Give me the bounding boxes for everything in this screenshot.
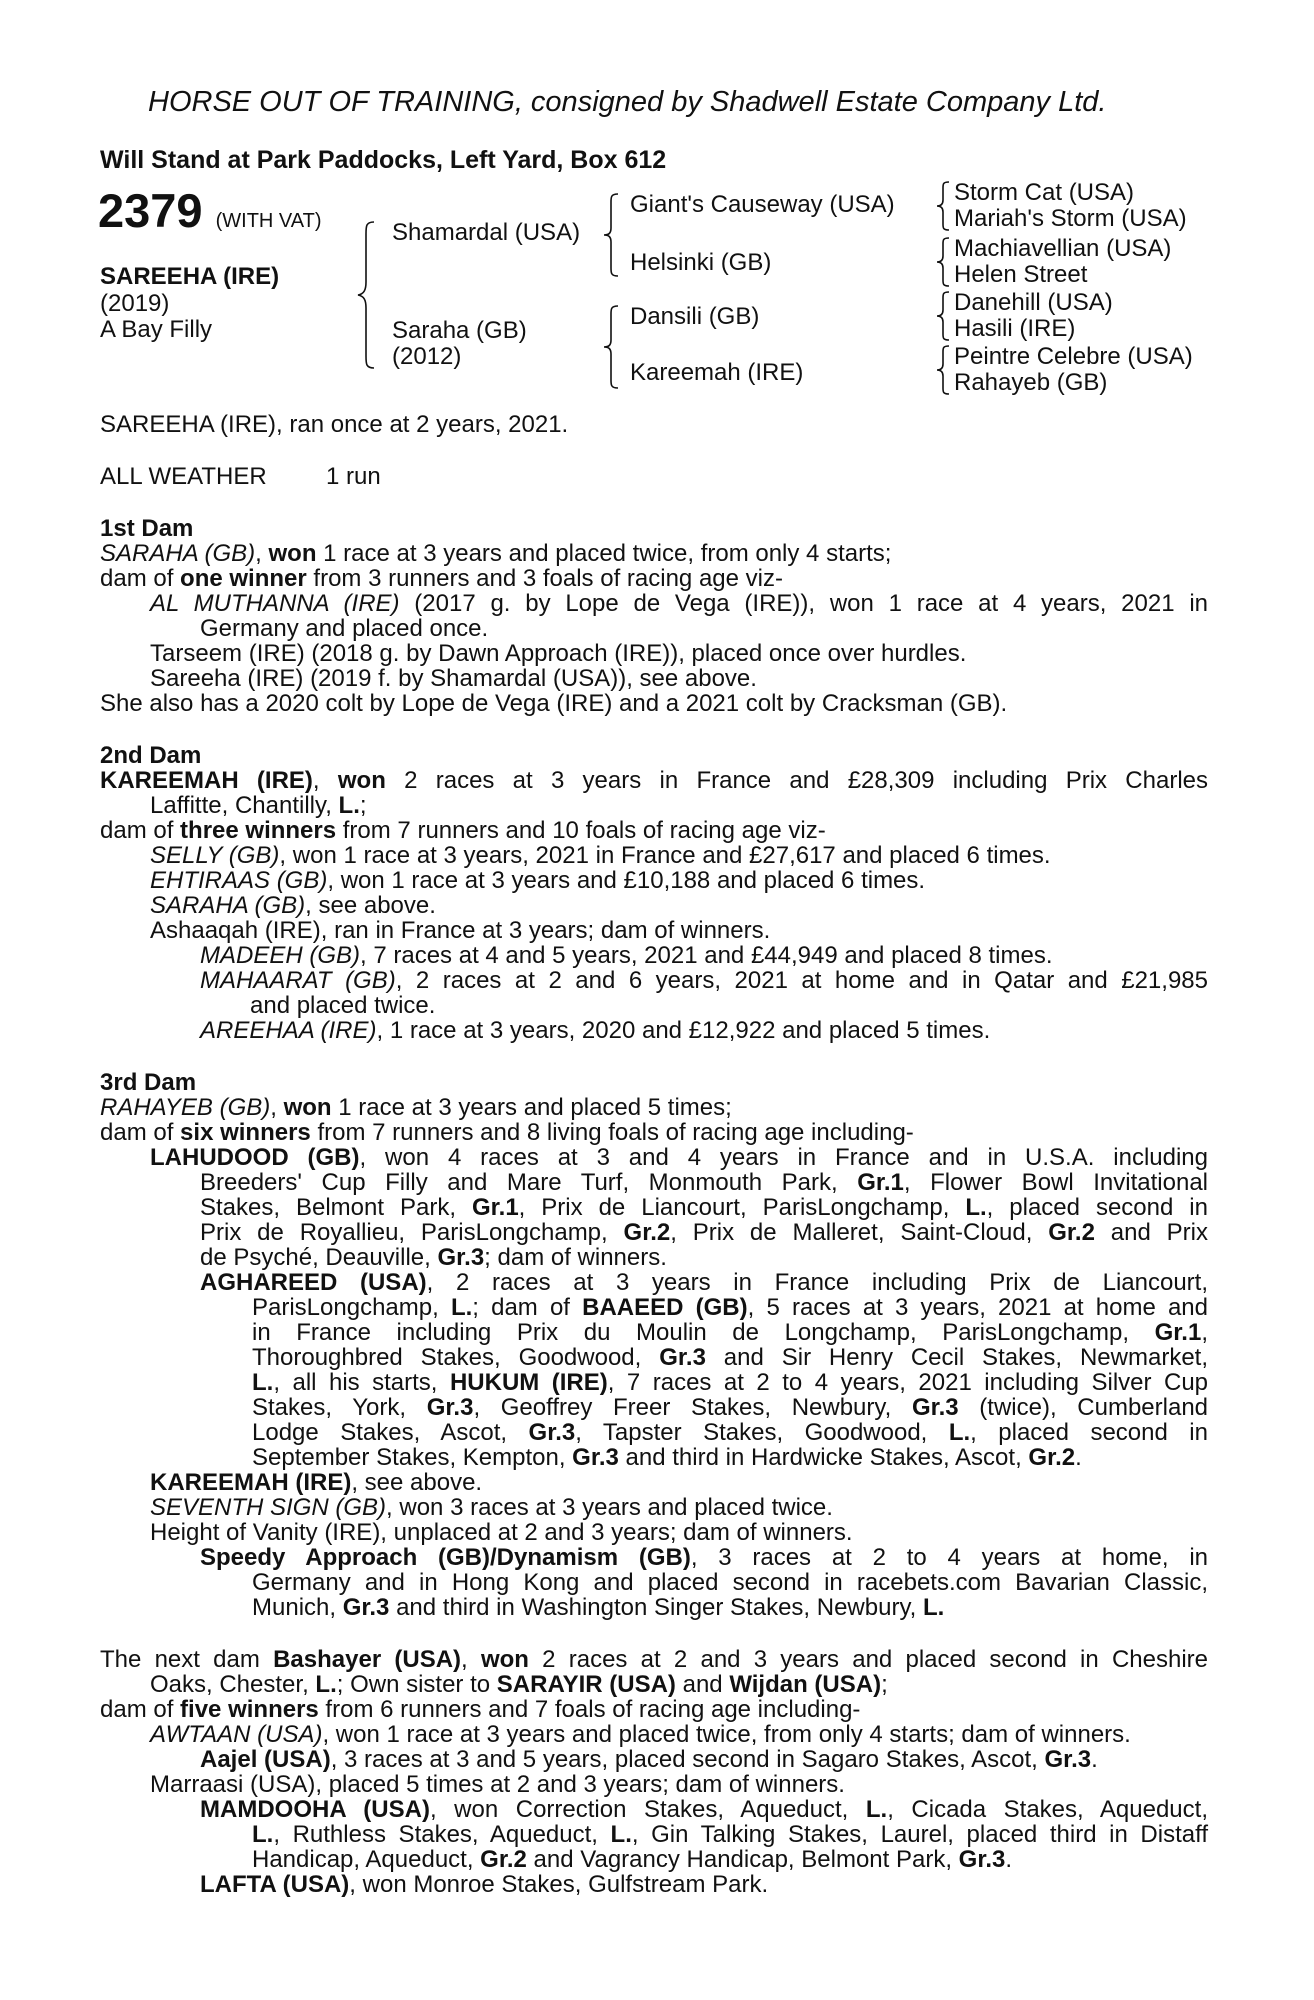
pedigree-brace-g4-3 [937, 290, 953, 342]
lot-number [98, 186, 322, 246]
stand-location: Will Stand at Park Paddocks, Left Yard, Box 612 [100, 146, 667, 174]
dam2-line: Ashaaqah (IRE), ran in France at 3 years; dam of winners. [150, 917, 771, 944]
pedigree-sire-dam: Helsinki (GB) [630, 249, 772, 276]
all-weather-label: ALL WEATHER [100, 463, 267, 490]
dam1-line: SARAHA (GB), won 1 race at 3 years and placed twice, from only 4 starts; [100, 540, 892, 567]
lot-number-value: 2379 [98, 184, 203, 237]
dam2-line: and placed twice. [250, 992, 436, 1019]
dam3-line: Height of Vanity (IRE), unplaced at 2 and 3 years; dam of winners. [150, 1519, 853, 1546]
dam3-line: Thoroughbred Stakes, Goodwood, Gr.3 and Sir Henry Cecil Stakes, Newmarket, [252, 1344, 1209, 1371]
pedigree-brace-main [360, 220, 380, 370]
dam2-line: EHTIRAAS (GB), won 1 race at 3 years and £10,188 and placed 6 times. [150, 867, 926, 894]
pedigree-gen4-2: Mariah's Storm (USA) [954, 205, 1187, 232]
horse-name: SAREEHA (IRE) [100, 263, 280, 290]
pedigree-brace-g4-1 [937, 180, 953, 232]
pedigree-gen4-5: Danehill (USA) [954, 289, 1113, 316]
dam2-line: MAHAARAT (GB), 2 races at 2 and 6 years, 2021 at home and in Qatar and £21,985 [200, 967, 1208, 994]
page-title: HORSE OUT OF TRAINING, consigned by Shadwell Estate Company Ltd. [148, 86, 1107, 118]
pedigree-dam-year: (2012) [392, 343, 462, 370]
dam3-line: LAHUDOOD (GB), won 4 races at 3 and 4 years in France and in U.S.A. including [150, 1144, 1208, 1171]
dam2-line: SELLY (GB), won 1 race at 3 years, 2021 in France and £27,617 and placed 6 times. [150, 842, 1051, 869]
all-weather-value: 1 run [326, 463, 381, 490]
next-dam-line: AWTAAN (USA), won 1 race at 3 years and placed twice, from only 4 starts; dam of winners. [150, 1721, 1131, 1748]
dam2-line: dam of three winners from 7 runners and 10 foals of racing age viz- [100, 817, 826, 844]
pedigree-gen4-4: Helen Street [954, 261, 1088, 288]
race-record: SAREEHA (IRE), ran once at 2 years, 2021. [100, 411, 569, 438]
pedigree-brace-dam [604, 304, 624, 390]
dam3-line: Speedy Approach (GB)/Dynamism (GB), 3 races at 2 to 4 years at home, in [200, 1544, 1208, 1571]
dam3-line: dam of six winners from 7 runners and 8 living foals of racing age including- [100, 1119, 914, 1146]
pedigree-sire: Shamardal (USA) [392, 219, 581, 246]
dam2-line: Laffitte, Chantilly, L.; [150, 792, 367, 819]
pedigree-gen4-7: Peintre Celebre (USA) [954, 343, 1193, 370]
horse-description: A Bay Filly [100, 316, 213, 343]
horse-year: (2019) [100, 290, 170, 317]
dam3-line: Germany and in Hong Kong and placed second in racebets.com Bavarian Classic, [252, 1569, 1208, 1596]
dam3-line: L., all his starts, HUKUM (IRE), 7 races at 2 to 4 years, 2021 including Silver Cup [252, 1369, 1209, 1396]
dam3-line: Stakes, Belmont Park, Gr.1, Prix de Liancourt, ParisLongchamp, L., placed second in [200, 1194, 1208, 1221]
dam1-line: Germany and placed once. [200, 615, 489, 642]
pedigree-brace-sire [604, 192, 624, 278]
next-dam-line: Aajel (USA), 3 races at 3 and 5 years, placed second in Sagaro Stakes, Ascot, Gr.3. [200, 1746, 1098, 1773]
dam2-line: SARAHA (GB), see above. [150, 892, 436, 919]
dam3-line: Munich, Gr.3 and third in Washington Singer Stakes, Newbury, L. [252, 1594, 945, 1621]
dam3-line: AGHAREED (USA), 2 races at 3 years in France including Prix de Liancourt, [200, 1269, 1209, 1296]
pedigree-gen4-6: Hasili (IRE) [954, 315, 1076, 342]
dam1-heading: 1st Dam [100, 515, 194, 542]
dam3-line: de Psyché, Deauville, Gr.3; dam of winners. [200, 1244, 667, 1271]
dam3-line: in France including Prix du Moulin de Longchamp, ParisLongchamp, Gr.1, [252, 1319, 1208, 1346]
vat-note: (WITH VAT) [215, 210, 322, 232]
dam3-line: RAHAYEB (GB), won 1 race at 3 years and placed 5 times; [100, 1094, 732, 1121]
dam3-line: Stakes, York, Gr.3, Geoffrey Freer Stakes, Newbury, Gr.3 (twice), Cumberland [252, 1394, 1209, 1421]
dam1-line: Sareeha (IRE) (2019 f. by Shamardal (USA)), see above. [150, 665, 757, 692]
dam2-line: KAREEMAH (IRE), won 2 races at 3 years in France and £28,309 including Prix Charles [100, 767, 1208, 794]
pedigree-gen4-8: Rahayeb (GB) [954, 369, 1108, 396]
next-dam-line: Handicap, Aqueduct, Gr.2 and Vagrancy Handicap, Belmont Park, Gr.3. [252, 1846, 1013, 1873]
dam1-line: AL MUTHANNA (IRE) (2017 g. by Lope de Vega (IRE)), won 1 race at 4 years, 2021 in [150, 590, 1208, 617]
pedigree-dam-dam: Kareemah (IRE) [630, 359, 804, 386]
dam1-line: She also has a 2020 colt by Lope de Vega (IRE) and a 2021 colt by Cracksman (GB). [100, 690, 1008, 717]
dam3-line: Prix de Royallieu, ParisLongchamp, Gr.2, Prix de Malleret, Saint-Cloud, Gr.2 and Prix [200, 1219, 1209, 1246]
dam2-line: MADEEH (GB), 7 races at 4 and 5 years, 2021 and £44,949 and placed 8 times. [200, 942, 1053, 969]
next-dam-line: Oaks, Chester, L.; Own sister to SARAYIR (USA) and Wijdan (USA); [150, 1671, 888, 1698]
dam3-line: Breeders' Cup Filly and Mare Turf, Monmouth Park, Gr.1, Flower Bowl Invitational [200, 1169, 1208, 1196]
next-dam-line: LAFTA (USA), won Monroe Stakes, Gulfstream Park. [200, 1871, 769, 1898]
next-dam-line: MAMDOOHA (USA), won Correction Stakes, Aqueduct, L., Cicada Stakes, Aqueduct, [200, 1796, 1208, 1823]
dam3-line: KAREEMAH (IRE), see above. [150, 1469, 483, 1496]
dam2-line: AREEHAA (IRE), 1 race at 3 years, 2020 and £12,922 and placed 5 times. [200, 1017, 991, 1044]
pedigree-gen4-1: Storm Cat (USA) [954, 179, 1135, 206]
pedigree-dam-sire: Dansili (GB) [630, 303, 760, 330]
dam1-line: Tarseem (IRE) (2018 g. by Dawn Approach (IRE)), placed once over hurdles. [150, 640, 967, 667]
dam3-line: ParisLongchamp, L.; dam of BAAEED (GB), 5 races at 3 years, 2021 at home and [252, 1294, 1208, 1321]
pedigree-brace-g4-4 [937, 344, 953, 396]
next-dam-line: L., Ruthless Stakes, Aqueduct, L., Gin Talking Stakes, Laurel, placed third in Distaff [252, 1821, 1208, 1848]
next-dam-line: dam of five winners from 6 runners and 7 foals of racing age including- [100, 1696, 861, 1723]
dam1-line: dam of one winner from 3 runners and 3 foals of racing age viz- [100, 565, 783, 592]
dam3-line: Lodge Stakes, Ascot, Gr.3, Tapster Stakes, Goodwood, L., placed second in [252, 1419, 1208, 1446]
pedigree-gen4-3: Machiavellian (USA) [954, 235, 1172, 262]
pedigree-brace-g4-2 [937, 236, 953, 288]
next-dam-line: The next dam Bashayer (USA), won 2 races at 2 and 3 years and placed second in Cheshire [100, 1646, 1209, 1673]
pedigree-dam: Saraha (GB) [392, 317, 527, 344]
pedigree-sire-sire: Giant's Causeway (USA) [630, 191, 895, 218]
dam3-line: SEVENTH SIGN (GB), won 3 races at 3 years and placed twice. [150, 1494, 833, 1521]
next-dam-line: Marraasi (USA), placed 5 times at 2 and 3 years; dam of winners. [150, 1771, 845, 1798]
dam3-heading: 3rd Dam [100, 1069, 197, 1096]
dam2-heading: 2nd Dam [100, 742, 202, 769]
dam3-line: September Stakes, Kempton, Gr.3 and third in Hardwicke Stakes, Ascot, Gr.2. [252, 1444, 1082, 1471]
